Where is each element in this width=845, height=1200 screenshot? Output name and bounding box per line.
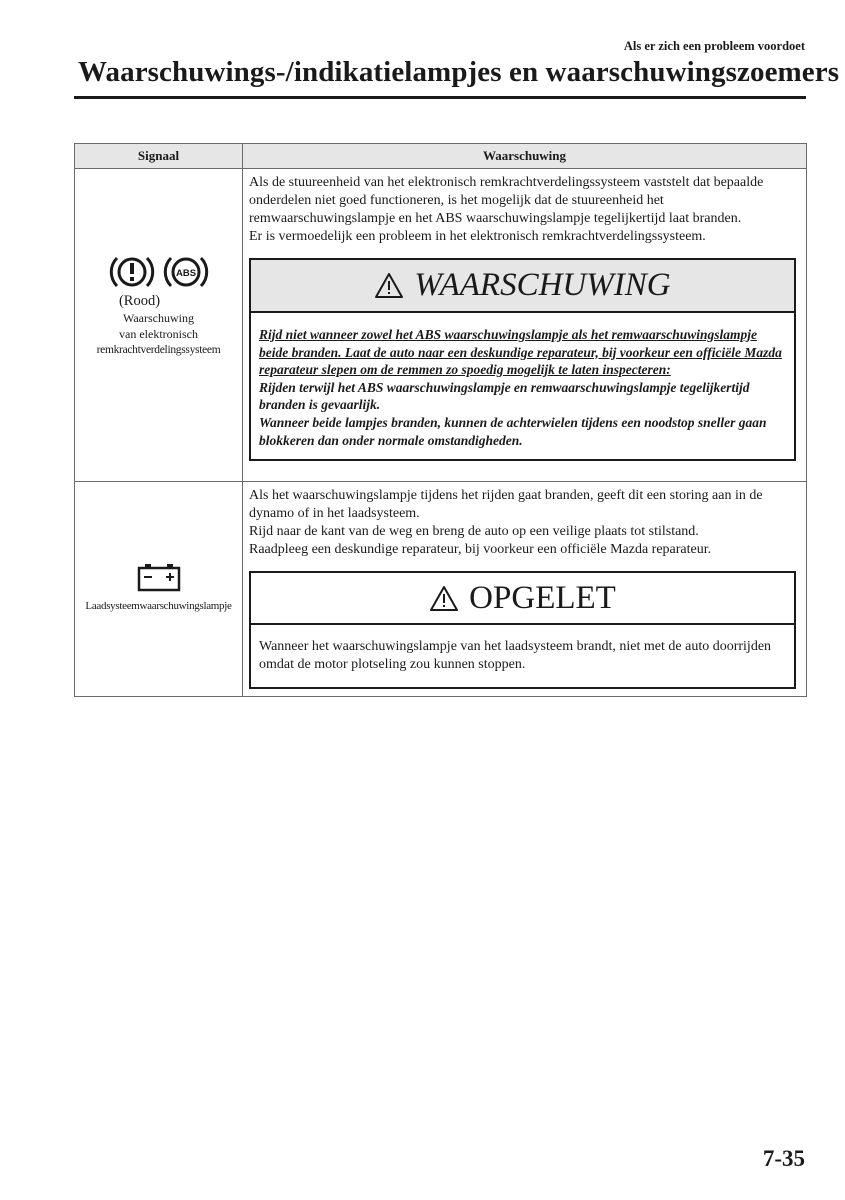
description-paragraph: Als het waarschuwingslampje tijdens het rijden gaat branden, geeft dit een storing aan in de dynamo of in het laadsysteem. <box>249 488 763 521</box>
warning-box <box>249 258 796 461</box>
warning-table <box>74 143 807 697</box>
table-header-row <box>75 144 807 169</box>
section-header: Als er zich een probleem voordoet <box>623 39 805 53</box>
signal-cell <box>75 482 243 697</box>
signal-caption: Laadsysteemwaarschuwingslampje <box>85 600 232 613</box>
caution-box <box>249 571 796 689</box>
warning-cell <box>243 482 807 697</box>
warning-description <box>249 487 796 559</box>
description-paragraph: Raadpleeg een deskundige reparateur, bij voorkeur een officiële Mazda reparateur. <box>249 542 712 557</box>
warning-cell <box>243 169 807 482</box>
warning-box-header <box>251 260 794 313</box>
warning-box-emphasis: Rijd niet wanneer zowel het ABS waarschuwingslampje als het remwaarschuwingslampje beide branden. Laat de auto naar een deskundige reparateur, bij voorkeur een officiële Mazda reparateur slepen om de remmen zo spoedig mogelijk te laten inspecteren: <box>259 327 782 378</box>
warning-box-line: Rijden terwijl het ABS waarschuwingslampje en remwaarschuwingslampje tegelijkertijd branden is gevaarlijk. <box>259 379 750 413</box>
warning-triangle-icon <box>374 272 404 299</box>
caution-box-title: OPGELET <box>469 579 616 616</box>
description-paragraph: Rijd naar de kant van de weg en breng de auto op een veilige plaats tot stilstand. <box>249 524 699 539</box>
warning-triangle-icon <box>429 585 459 612</box>
page-title: Waarschuwings-/indikatielampjes en waarschuwingszoemers <box>78 56 840 88</box>
page-number: 7-35 <box>762 1146 805 1171</box>
brake-warning-icon <box>109 252 155 292</box>
signal-cell <box>75 169 243 482</box>
signal-caption-line: remkrachtverdelingssysteem <box>96 344 221 356</box>
warning-box-line: Wanneer beide lampjes branden, kunnen de achterwielen tijdens een noodstop sneller gaan blokkeren dan onder normale omstandigheden. <box>259 414 767 448</box>
abs-icon <box>163 252 209 292</box>
description-paragraph: Er is vermoedelijk een probleem in het elektronisch remkrachtverdelingssysteem. <box>249 229 706 244</box>
caution-box-text: Wanneer het waarschuwingslampje van het laadsysteem brandt, niet met de auto doorrijden omdat de motor plotseling zou kunnen stoppen. <box>259 639 772 672</box>
warning-box-title: WAARSCHUWING <box>414 267 671 303</box>
color-note: (Rood) <box>118 293 161 309</box>
signal-icons <box>77 252 240 292</box>
signal-caption-line: Waarschuwing <box>122 311 194 325</box>
column-header-signal: Signaal <box>75 144 243 169</box>
column-header-warning: Waarschuwing <box>243 144 807 169</box>
abs-label: ABS <box>175 268 196 279</box>
warning-box-body <box>251 313 794 459</box>
description-paragraph: Als de stuureenheid van het elektronisch remkrachtverdelingssysteem vaststelt dat bepaalde onderdelen niet goed functioneren, is het mogelijk dat de stuureenheid het remwaarschuwingslampje en het ABS waarschuwingslampje tegelijkertijd laat branden. <box>249 175 764 226</box>
caution-box-header <box>251 573 794 625</box>
signal-caption-line: van elektronisch <box>119 327 198 341</box>
battery-icon <box>137 562 181 592</box>
title-divider <box>74 96 806 99</box>
table-row <box>75 169 807 482</box>
warning-description <box>249 174 796 246</box>
table-row <box>75 482 807 697</box>
caution-box-body <box>251 625 794 687</box>
